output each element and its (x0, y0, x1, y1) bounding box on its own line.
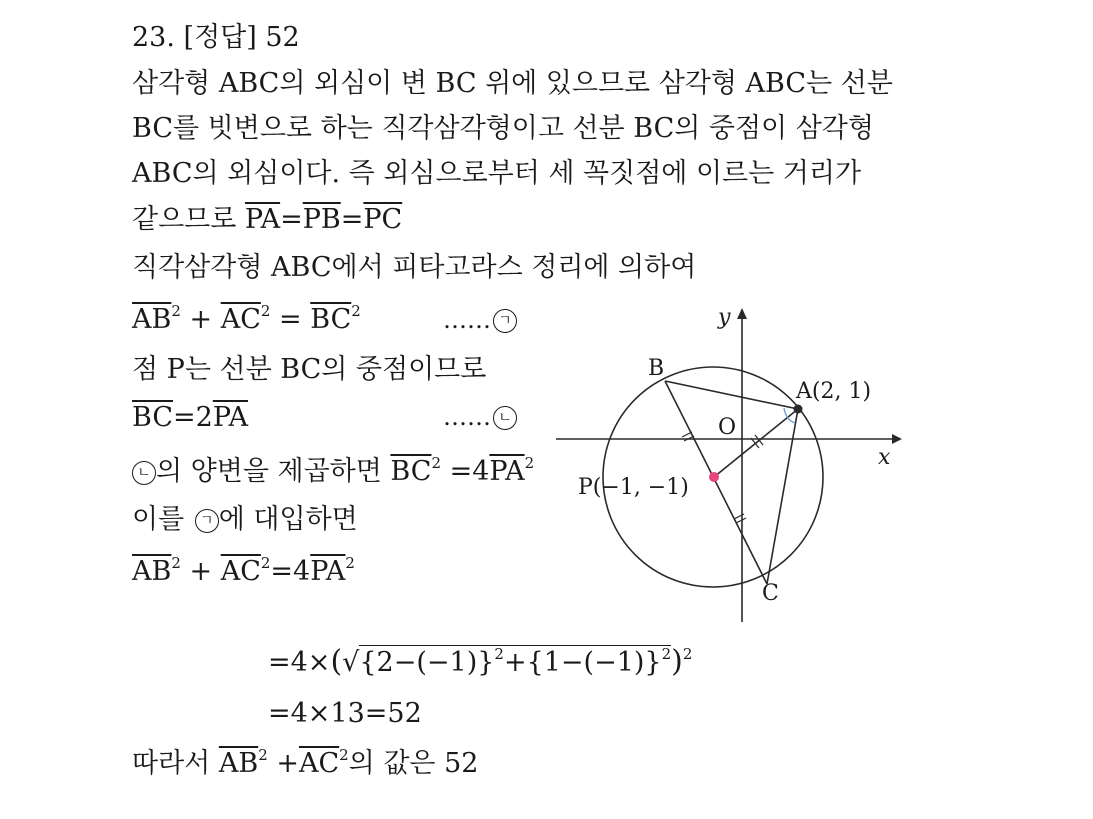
conclusion-suffix: 의 값은 (348, 748, 436, 779)
answer-value: 52 (265, 22, 300, 53)
radicand (359, 645, 671, 678)
paragraph-line-3: ABC의 외심이다. 즉 외심으로부터 세 꼭짓점에 이르는 거리가 (132, 158, 862, 189)
equation-2 (132, 402, 248, 434)
exponent: 2 (260, 554, 271, 572)
point-p-label: P(−1, −1) (578, 475, 689, 500)
segment-pa: $\overline{PA}$ (244, 204, 281, 235)
exponent: 2 (494, 645, 504, 663)
segment-pa: $\overline{PA}$ (310, 556, 346, 587)
plus-sign: + (276, 748, 299, 779)
answer-tag: [정답] (183, 22, 257, 53)
radicand-term-1: {2−(−1)} (359, 647, 495, 678)
equal-length-ticks (682, 432, 763, 523)
point-p (709, 472, 719, 482)
segment-ab: $\overline{AB}$ (132, 556, 172, 587)
equals-sign: = (279, 304, 302, 335)
point-c-label: C (762, 581, 779, 606)
equals-sign: = (270, 556, 294, 587)
segment-ac: $\overline{AC}$ (220, 304, 261, 335)
exponent: 2 (682, 645, 693, 663)
origin-label: O (718, 415, 737, 440)
segment-pa: $\overline{PA}$ (489, 456, 525, 487)
segment-bc: $\overline{BC}$ (390, 456, 432, 487)
exponent: 2 (524, 454, 535, 472)
x-axis-label: x (878, 445, 891, 470)
coefficient: 4 (293, 556, 311, 587)
equation-1-marker (443, 306, 517, 334)
calc-line-1 (268, 646, 692, 679)
segment-ab-line (665, 381, 798, 409)
paragraph-line-4-prefix: 같으므로 (132, 204, 237, 235)
coefficient: 4 (472, 456, 490, 487)
exponent: 2 (339, 746, 349, 764)
segment-ac: $\overline{AC}$ (220, 556, 261, 587)
equals-sign: = (173, 402, 196, 433)
point-b-label: B (648, 356, 665, 381)
paragraph-line-1: 삼각형 ABC의 외심이 변 BC 위에 있으므로 삼각형 ABC는 선분 (132, 68, 893, 99)
plus-sign: + (189, 304, 213, 335)
exponent: 2 (171, 302, 181, 320)
segment-bc: $\overline{BC}$ (310, 304, 352, 335)
square-text: 의 양변을 제곱하면 (156, 456, 382, 487)
segment-ab: $\overline{AB}$ (218, 748, 259, 779)
ellipsis: …… (443, 306, 491, 334)
conclusion-line (132, 748, 478, 780)
exponent: 2 (661, 645, 672, 663)
calc-prefix: =4× (268, 647, 331, 678)
midpoint-text: 점 P는 선분 BC의 중점이므로 (132, 354, 487, 385)
left-paren: ( (330, 644, 343, 679)
equals-sign: = (449, 456, 473, 487)
segment-ac: $\overline{AC}$ (298, 748, 340, 779)
equation-1 (132, 304, 361, 336)
equation-3 (132, 556, 355, 588)
substitute-line (132, 504, 358, 536)
y-axis-arrow-icon (737, 308, 747, 319)
paragraph-line-2: BC를 빗변으로 하는 직각삼각형이고 선분 BC의 중점이 삼각형 (132, 113, 874, 144)
exponent: 2 (171, 554, 181, 572)
point-a (794, 405, 803, 414)
equals-sign: = (280, 204, 303, 235)
point-a-label: A(2, 1) (796, 379, 872, 404)
problem-header (132, 22, 300, 54)
segment-ab: $\overline{AB}$ (132, 304, 172, 335)
circled-label-giyeok: ㄱ (493, 309, 517, 333)
pythagoras-intro: 직각삼각형 ABC에서 피타고라스 정리에 의하여 (132, 252, 697, 283)
equals-sign: = (340, 204, 364, 235)
conclusion-prefix: 따라서 (132, 748, 211, 779)
conclusion-value: 52 (444, 748, 479, 779)
equal-lengths-line (132, 204, 402, 236)
segment-pc: $\overline{PC}$ (363, 204, 403, 235)
calc-line-2: =4×13=52 (268, 698, 422, 729)
substitute-after: 에 대입하면 (218, 504, 358, 535)
exponent: 2 (351, 302, 361, 320)
substitute-before: 이를 (132, 504, 185, 535)
ellipsis: …… (443, 403, 491, 431)
circled-label-nieun: ㄴ (493, 406, 517, 430)
right-paren: ) (671, 644, 683, 679)
circled-label-giyeok: ㄱ (195, 509, 219, 533)
equation-2-marker (443, 403, 517, 431)
circled-label-nieun: ㄴ (132, 461, 156, 485)
exponent: 2 (431, 454, 441, 472)
plus-sign: + (503, 647, 527, 678)
segment-bc: $\overline{BC}$ (132, 402, 174, 433)
exponent: 2 (345, 554, 355, 572)
segment-pa: $\overline{PA}$ (212, 402, 249, 433)
square-line (132, 456, 534, 488)
problem-number: 23. (132, 22, 175, 53)
exponent: 2 (260, 302, 271, 320)
segment-ac-line (767, 409, 798, 584)
y-axis-label: y (718, 305, 731, 330)
coefficient: 2 (195, 402, 213, 433)
segment-pb: $\overline{PB}$ (302, 204, 341, 235)
sqrt-sign: √ (342, 647, 360, 678)
plus-sign: + (189, 556, 213, 587)
radicand-term-2: {1−(−1)} (526, 647, 662, 678)
x-axis-arrow-icon (892, 434, 902, 444)
exponent: 2 (258, 746, 268, 764)
coordinate-figure (548, 292, 918, 632)
